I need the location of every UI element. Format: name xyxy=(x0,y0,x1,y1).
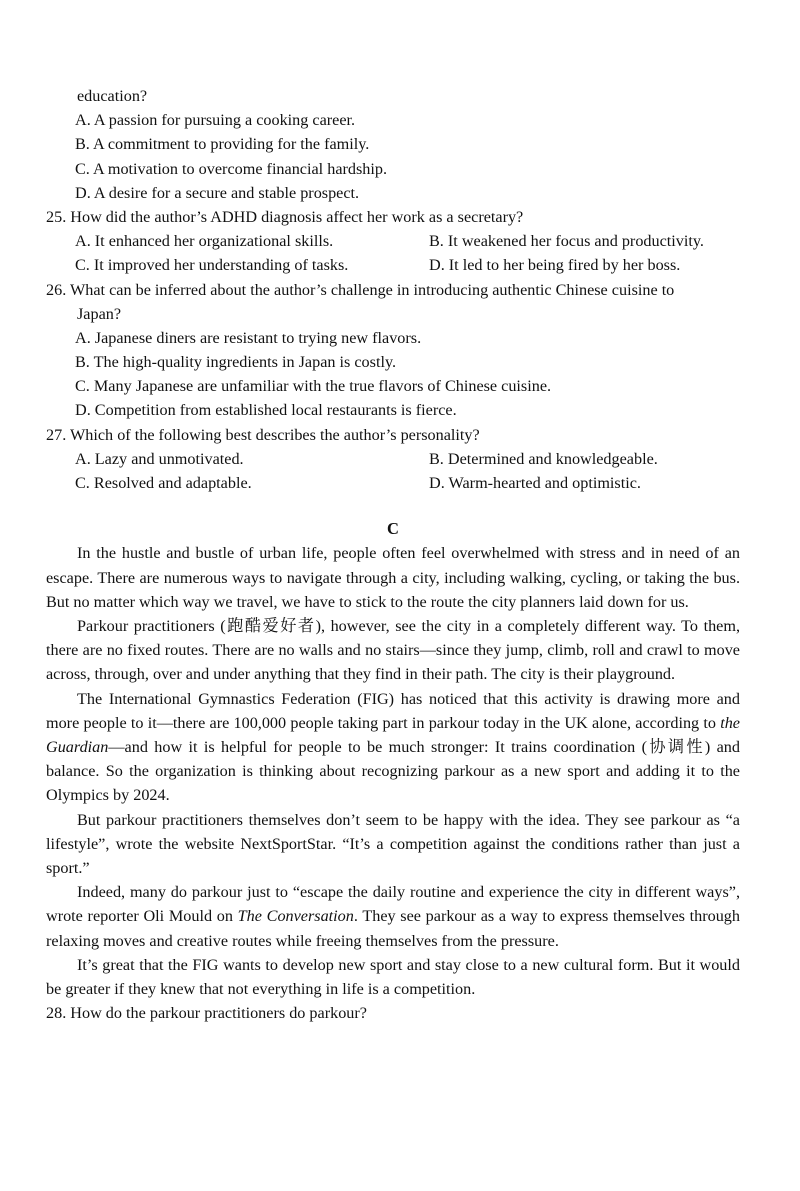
option-c: C. Many Japanese are unfamiliar with the true flavors of Chinese cuisine. xyxy=(75,377,552,396)
question-stem: 26. What can be inferred about the author’s challenge in introducing authentic Chinese cuisine to xyxy=(46,280,675,299)
options-row xyxy=(46,447,740,471)
question-24 xyxy=(46,84,740,205)
paragraph-6: It’s great that the FIG wants to develop new sport and stay close to a new cultural form. But it would be greater if they knew that not everything in life is a competition. xyxy=(46,955,740,999)
option-b: B. It weakened her focus and productivity. xyxy=(429,232,704,251)
options-row xyxy=(46,471,740,495)
question-26 xyxy=(46,278,740,423)
paragraph-4: But parkour practitioners themselves don’t seem to be happy with the idea. They see parkour as “a lifestyle”, wrote the website NextSportStar. “It’s a competition against the conditions rather than just a sport.” xyxy=(46,810,740,878)
option-c: C. It improved her understanding of tasks. xyxy=(75,256,349,275)
question-stem: 28. How do the parkour practitioners do parkour? xyxy=(46,1004,367,1023)
question-25 xyxy=(46,205,740,278)
publication-name: the Guardian xyxy=(46,713,740,756)
option-d: D. Competition from established local restaurants is fierce. xyxy=(75,401,457,420)
option-c: C. A motivation to overcome financial hardship. xyxy=(75,159,388,178)
exam-page xyxy=(46,84,740,1025)
option-b: B. Determined and knowledgeable. xyxy=(429,449,658,468)
option-b: B. A commitment to providing for the family. xyxy=(75,135,370,154)
option-b: B. The high-quality ingredients in Japan is costly. xyxy=(75,353,397,372)
option-a: A. It enhanced her organizational skills. xyxy=(75,232,334,251)
option-d: D. A desire for a secure and stable prospect. xyxy=(75,183,360,202)
options-row xyxy=(46,253,740,277)
options-row xyxy=(46,229,740,253)
option-d: D. It led to her being fired by her boss. xyxy=(429,256,681,275)
question-stem-continuation: education? xyxy=(77,87,148,105)
option-a: A. Lazy and unmotivated. xyxy=(75,449,244,468)
publication-name: The Conversation xyxy=(237,907,354,926)
option-c: C. Resolved and adaptable. xyxy=(75,474,252,492)
question-28 xyxy=(46,1001,740,1025)
paragraph-1: In the hustle and bustle of urban life, people often feel overwhelmed with stress and in need of an escape. There are numerous ways to navigate through a city, including walking, cycling, or taking the bus. But no matter which way we travel, we have to stick to the route the city planners laid down for us. xyxy=(46,544,740,611)
paragraph-2: Parkour practitioners (跑酷爱好者), however, see the city in a completely different way. To them, there are no fixed routes. There are no walls and no stairs—since they jump, climb, roll and crawl to move across, through, over and under anything that they find in their path. The city is their playground. xyxy=(46,616,740,684)
question-stem-continuation: Japan? xyxy=(77,304,122,323)
paragraph-5: Indeed, many do parkour just to “escape the daily routine and experience the city in different ways”, wrote reporter Oli Mould on The Conversation. They see parkour as a way to express themselves through relaxing moves and creative routes while freeing themselves from the pressure. xyxy=(46,883,740,950)
section-title: C xyxy=(387,519,399,539)
option-a: A. A passion for pursuing a cooking career. xyxy=(75,111,356,130)
question-stem: 27. Which of the following best describes the author’s personality? xyxy=(46,425,480,444)
option-a: A. Japanese diners are resistant to trying new flavors. xyxy=(75,328,422,347)
passage-c xyxy=(46,517,740,1001)
question-27 xyxy=(46,423,740,496)
question-stem: 25. How did the author’s ADHD diagnosis affect her work as a secretary? xyxy=(46,207,524,226)
paragraph-3: The International Gymnastics Federation (FIG) has noticed that this activity is drawing more and more people to it—there are 100,000 people taking part in parkour today in the UK alone, according to the Guardian—and how it is helpful for people to be much stronger: It trains coordination (协调性) and balance. So the organization is thinking about recognizing parkour as a new sport and adding it to the Olympics by 2024. xyxy=(46,689,740,805)
option-d: D. Warm-hearted and optimistic. xyxy=(429,474,641,492)
